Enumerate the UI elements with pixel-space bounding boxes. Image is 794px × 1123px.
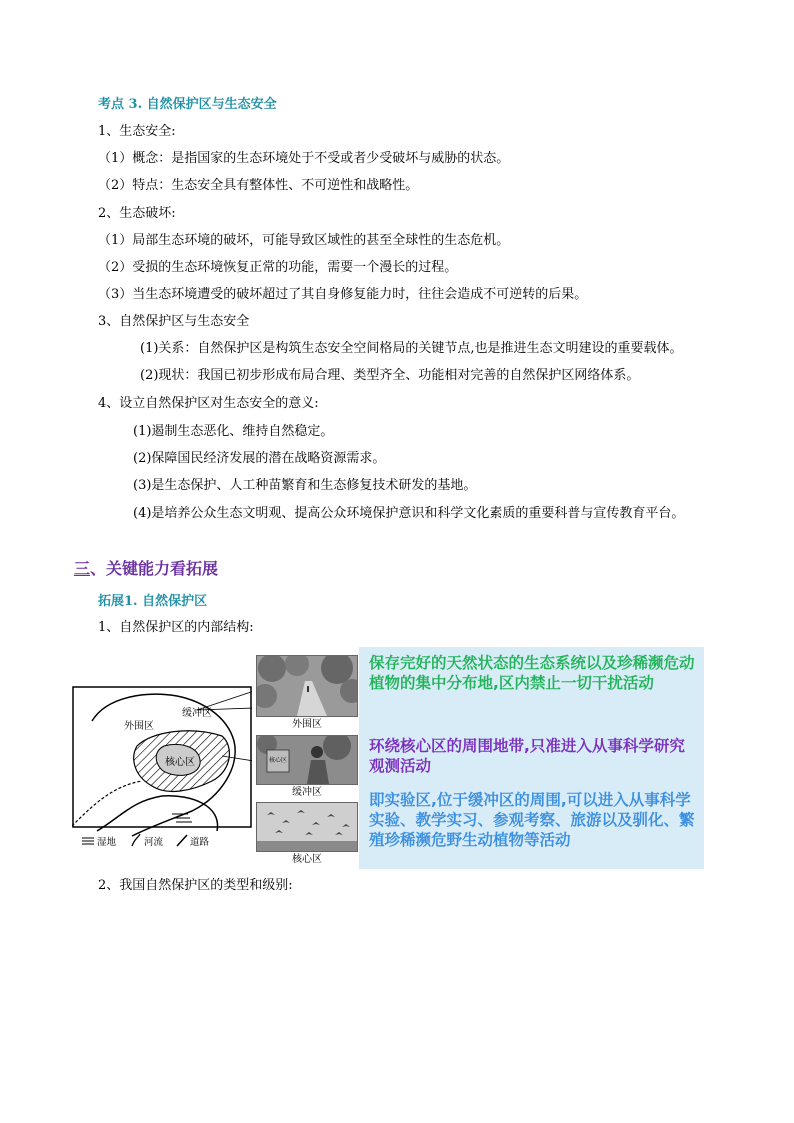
legend-road-icon (177, 835, 187, 846)
outer-zone-photo (256, 655, 358, 717)
legend-river: 河流 (144, 837, 164, 848)
legend-wetland: 湿地 (97, 837, 117, 848)
photo-caption-outer: 外围区 (292, 719, 322, 730)
info-outer: 即实验区,位于缓冲区的周围,可以进入从事科学实验、教学实习、参观考察、旅游以及驯化、繁殖珍稀濒危野生动植物等活动 (369, 791, 695, 849)
kaodian3-title: 考点 3. 自然保护区与生态安全 (98, 97, 277, 112)
reserve-structure-map (72, 686, 252, 849)
zone-description-box (359, 647, 704, 869)
item-2: 2、生态破坏: (98, 206, 176, 221)
section-heading (74, 556, 218, 579)
legend-wetland-icon (82, 838, 94, 844)
item-4: 4、设立自然保护区对生态安全的意义: (98, 396, 319, 411)
item-2-3: （3）当生态环境遭受的破坏超过了其自身修复能力时，往往会造成不可逆转的后果。 (98, 287, 588, 302)
item-4-4: (4)是培养公众生态文明观、提高公众环境保护意识和科学文化素质的重要科普与宣传教育平台。 (133, 506, 685, 521)
item-4-2: (2)保障国民经济发展的潜在战略资源需求。 (133, 451, 386, 466)
item-3-1: (1)关系：自然保护区是构筑生态安全空间格局的关键节点,也是推进生态文明建设的重要载体。 (140, 341, 683, 356)
tuozhan1-item-2: 2、我国自然保护区的类型和级别: (98, 878, 293, 893)
section-text: 、关键能力看拓展 (90, 559, 219, 578)
map-label-outer: 外围区 (124, 721, 154, 732)
tuozhan1-title: 拓展1. 自然保护区 (98, 594, 208, 609)
info-buffer: 环绕核心区的周围地带,只准进入从事科学研究观测活动 (369, 737, 685, 775)
legend-road: 道路 (190, 837, 210, 848)
section-number: 三 (74, 559, 91, 578)
item-1: 1、生态安全: (98, 124, 176, 139)
map-label-core: 核心区 (165, 757, 195, 768)
photo-caption-buffer: 缓冲区 (292, 787, 322, 798)
item-1-2: （2）特点：生态安全具有整体性、不可逆性和战略性。 (98, 178, 419, 193)
tuozhan1-item-1: 1、自然保护区的内部结构: (98, 620, 254, 635)
info-core: 保存完好的天然状态的生态系统以及珍稀濒危动植物的集中分布地,区内禁止一切干扰活动 (369, 654, 695, 692)
buffer-zone-photo (256, 735, 358, 785)
map-label-buffer: 缓冲区 (182, 708, 212, 719)
item-2-2: （2）受损的生态环境恢复正常的功能，需要一个漫长的过程。 (98, 260, 458, 275)
sign-text: 核心区 (269, 757, 288, 764)
item-4-3: (3)是生态保护、人工种苗繁育和生态修复技术研发的基地。 (133, 478, 477, 493)
item-1-1: （1）概念：是指国家的生态环境处于不受或者少受破坏与威胁的状态。 (98, 151, 510, 166)
item-3-2: (2)现状：我国已初步形成布局合理、类型齐全、功能相对完善的自然保护区网络体系。 (140, 368, 640, 383)
item-4-1: (1)遏制生态恶化、维持自然稳定。 (133, 424, 334, 439)
photo-caption-core: 核心区 (292, 854, 322, 865)
item-3: 3、自然保护区与生态安全 (98, 314, 250, 329)
item-2-1: （1）局部生态环境的破坏，可能导致区域性的甚至全球性的生态危机。 (98, 233, 510, 248)
core-zone-photo (256, 802, 358, 852)
